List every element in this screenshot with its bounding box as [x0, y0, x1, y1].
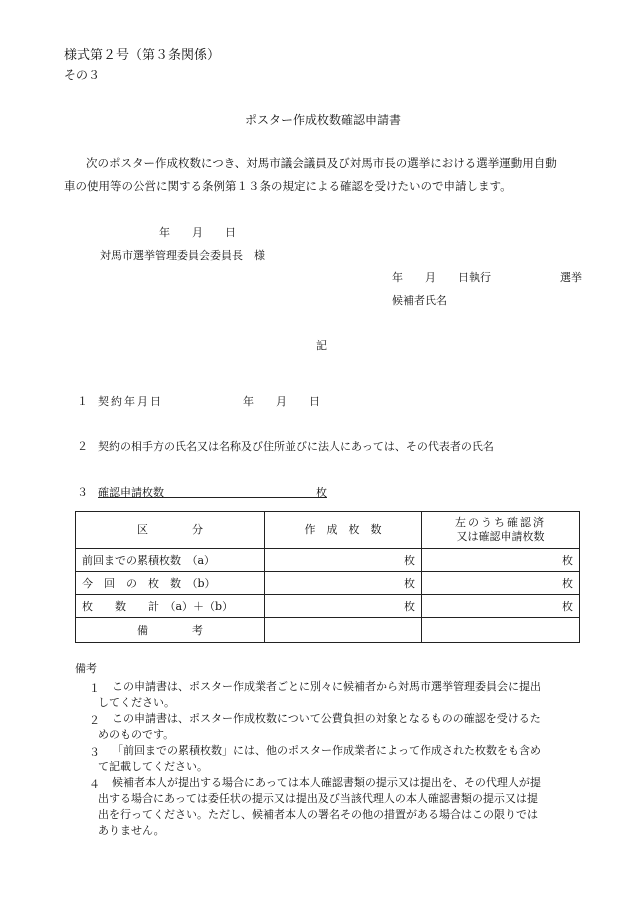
document-title: ポスター作成枚数確認申請書: [245, 113, 402, 127]
note-1-line-1: この申請書は、ポスター作成業者ごとに別々に候補者から対馬市選挙管理委員会に提出: [112, 680, 541, 693]
table-remarks-row: [76, 618, 580, 643]
note-3-line-2: て記載してください。: [98, 760, 208, 773]
table-row: [76, 549, 580, 572]
note-4-line-3: 出を行ってください。ただし、候補者本人の署名その他の措置がある場合はこの限りでは: [98, 808, 538, 821]
item-3-unit: 枚: [316, 486, 327, 499]
header-confirmed-count: [422, 512, 580, 549]
addressee: 対馬市選挙管理委員会委員長 様: [100, 249, 265, 262]
note-3-line-1: 「前回までの累積枚数」には、他のポスター作成業者によって作成された枚数をも含め: [112, 744, 541, 757]
table-row: [76, 572, 580, 595]
item-2-number: ２: [77, 440, 88, 453]
note-4-line-1: 候補者本人が提出する場合にあっては本人確認書類の提示又は提出を、その代理人が提: [112, 776, 541, 789]
row-confirmed-unit: 枚: [422, 595, 580, 618]
election-suffix: 選挙: [560, 271, 582, 284]
row-label: 今 回 の 枚 数 （b）: [76, 572, 265, 595]
item-3-label: 確認申請枚数: [98, 486, 164, 499]
row-label: 枚 数 計 （a）＋（b）: [76, 595, 265, 618]
row-created-unit: 枚: [265, 549, 422, 572]
remarks-label: 備 考: [76, 618, 265, 643]
intro-line-1: 次のポスター作成枚数につき、対馬市議会議員及び対馬市長の選挙における選挙運動用自動: [86, 156, 557, 170]
application-date: 年 月 日: [159, 226, 236, 239]
count-table: [75, 511, 580, 643]
note-4-line-4: ありません。: [98, 824, 165, 837]
item-1-label: 契約年月日: [98, 395, 163, 408]
contract-date: 年 月 日: [243, 395, 320, 408]
ki-label: 記: [316, 339, 327, 352]
row-confirmed-unit: 枚: [422, 549, 580, 572]
row-created-unit: 枚: [265, 595, 422, 618]
note-1-line-2: してください。: [98, 696, 175, 709]
note-4-line-2: 出する場合にあっては委任状の提示又は提出及び当該代理人の本人確認書類の提示又は提: [98, 792, 538, 805]
note-2-number: ２: [89, 714, 100, 727]
table-header-row: [76, 512, 580, 549]
header-confirmed-line-1: 左のうち確認済: [455, 516, 546, 529]
note-4-number: ４: [89, 778, 100, 791]
note-2-line-2: めのものです。: [98, 728, 175, 741]
note-2-line-1: この申請書は、ポスター作成枚数について公費負担の対象となるものの確認を受けるた: [112, 712, 541, 725]
item-1-number: １: [77, 395, 88, 408]
item-3-number: ３: [77, 486, 88, 499]
row-label: 前回までの累積枚数 （a）: [76, 549, 265, 572]
remarks-cell-2: [422, 618, 580, 643]
row-created-unit: 枚: [265, 572, 422, 595]
remarks-cell: [265, 618, 422, 643]
table-row: [76, 595, 580, 618]
header-category: 区 分: [76, 512, 265, 549]
notes-heading: 備考: [75, 662, 97, 675]
form-sub-number: その３: [64, 68, 101, 82]
form-number: 様式第２号（第３条関係）: [64, 48, 221, 63]
intro-line-2: 車の使用等の公営に関する条例第１３条の規定による確認を受けたいので申請します。: [64, 179, 512, 193]
header-confirmed-line-2: 又は確認申請枚数: [456, 530, 545, 543]
note-1-number: １: [89, 682, 100, 695]
header-created-count: 作 成 枚 数: [265, 512, 422, 549]
election-date: 年 月 日執行: [392, 271, 491, 284]
item-3-underline: [98, 497, 327, 498]
candidate-name-label: 候補者氏名: [392, 294, 447, 307]
item-2-label: 契約の相手方の氏名又は名称及び住所並びに法人にあっては、その代表者の氏名: [98, 440, 494, 453]
note-3-number: ３: [89, 746, 100, 759]
row-confirmed-unit: 枚: [422, 572, 580, 595]
